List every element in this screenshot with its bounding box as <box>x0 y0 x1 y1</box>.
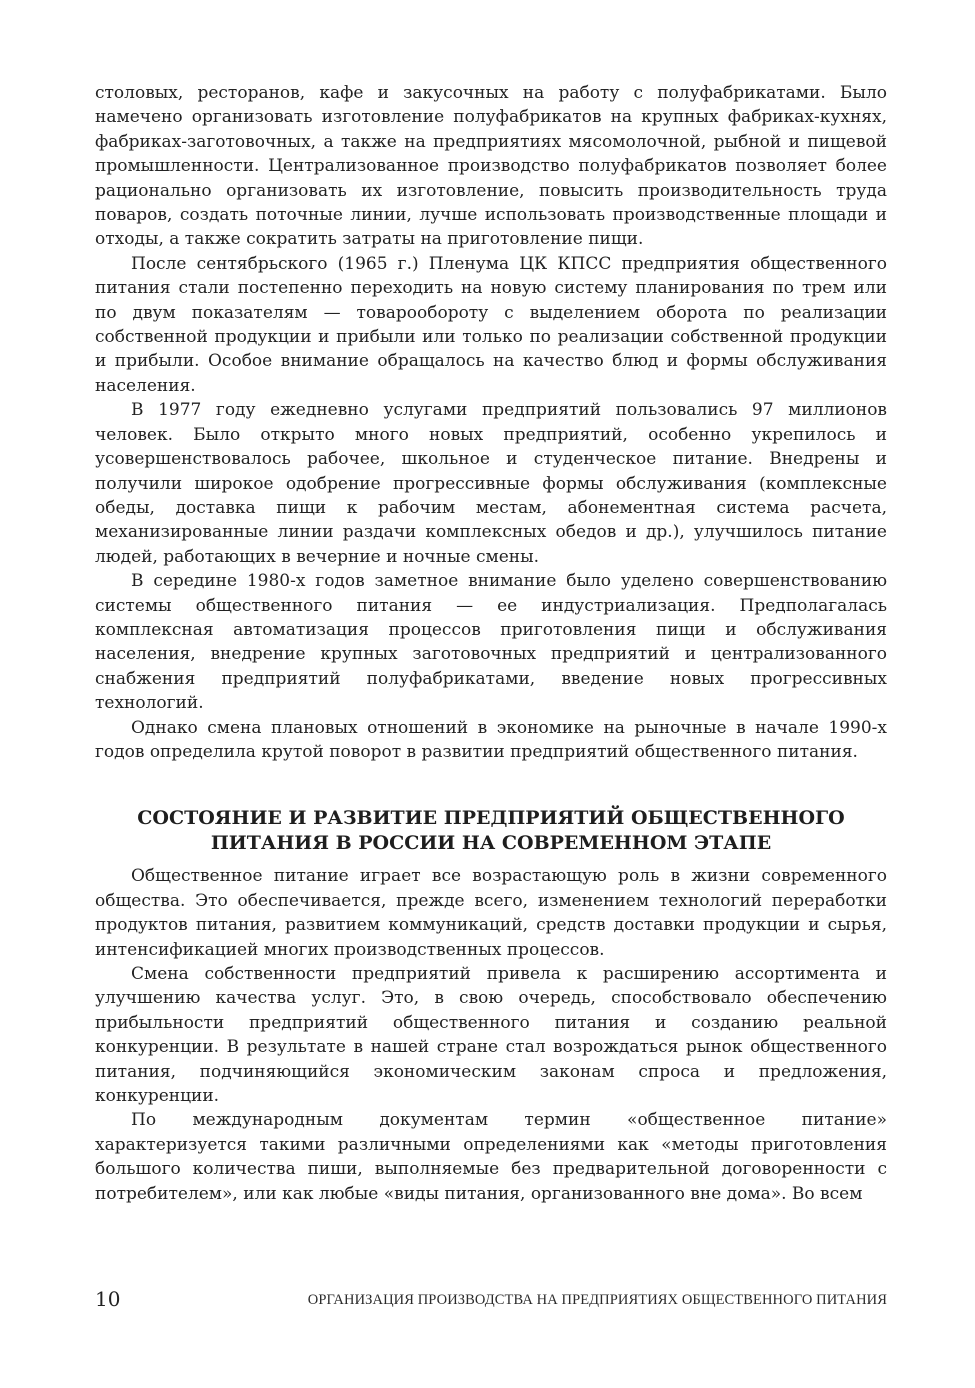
paragraph-continuation: столовых, ресторанов, кафе и закусочных на работу с полуфабрикатами. Было намечено организовать изготовление полуфабрикатов на крупных фабриках-кухнях, фабриках-заготовочных, а также на предприятиях мясомолочной, рыбной и пищевой промышленности. Централизованное производство полуфабрикатов позволяет более рационально организовать их изготовление, повысить производительность труда поваров, создать поточные линии, лучше использовать производственные площади и отходы, а также сократить затраты на приготовление пищи. <box>95 83 887 250</box>
section-heading <box>95 806 887 856</box>
running-title: ОРГАНИЗАЦИЯ ПРОИЗВОДСТВА НА ПРЕДПРИЯТИЯХ ОБЩЕСТВЕННОГО ПИТАНИЯ <box>307 1292 887 1308</box>
section-heading-line-1: СОСТОЯНИЕ И РАЗВИТИЕ ПРЕДПРИЯТИЙ ОБЩЕСТВЕННОГО <box>137 807 845 830</box>
paragraph-international: По международным документам термин «общественное питание» характеризуется такими различными определениями как «методы приготовления большого количества пиши, выполняемые без предварительной договоренности с потребителем», или как любые «виды питания, организованного вне дома». Во всем <box>95 1110 887 1204</box>
paragraph-1977: В 1977 году ежедневно услугами предприятий пользовались 97 миллионов человек. Было открыто много новых предприятий, особенно укрепилось и усовершенствовалось рабочее, школьное и студенческое питание. Внедрены и получили широкое одобрение прогрессивные формы обслуживания (комплексные обеды, доставка пищи к рабочим местам, абонементная система расчета, механизированные линии раздачи комплексных обедов и др.), улучшилось питание людей, работающих в вечерние и ночные смены. <box>95 400 887 567</box>
paragraph-planning-1965: После сентябрьского (1965 г.) Пленума ЦК КПСС предприятия общественного питания стали постепенно переходить на новую систему планирования по трем или по двум показателям — товарообороту с выделением оборота по реализации собственной продукции и прибыли или только по реализации собственной продукции и прибыли. Особое внимание обращалось на качество блюд и формы обслуживания населения. <box>95 253 887 396</box>
paragraph-role: Общественное питание играет все возрастающую роль в жизни современного общества. Это обеспечивается, прежде всего, изменением технологий переработки продуктов питания, развитием коммуникаций, средств доставки продукции и сырья, интенсификацией многих производственных процессов. <box>95 866 887 960</box>
paragraph-ownership: Смена собственности предприятий привела к расширению ассортимента и улучшению качества услуг. Это, в свою очередь, способствовало обеспечению прибыльности предприятий общественного питания и созданию реальной конкуренции. В результате в нашей стране стал возрождаться рынок общественного питания, подчиняющийся экономическим законам спроса и предложения, конкуренции. <box>95 964 887 1107</box>
paragraph-1990s: Однако смена плановых отношений в экономике на рыночные в начале 1990-х годов определила крутой поворот в развитии предприятий общественного питания. <box>95 717 887 762</box>
page-number: 10 <box>95 1287 121 1311</box>
section-heading-line-2: ПИТАНИЯ В РОССИИ НА СОВРЕМЕННОМ ЭТАПЕ <box>210 832 772 855</box>
page-footer <box>95 1286 887 1312</box>
page-body <box>95 81 887 1206</box>
paragraph-1980s: В середине 1980-х годов заметное внимание было уделено совершенствованию системы общественного питания — ее индустриализация. Предполагалась комплексная автоматизация процессов приготовления пищи и обслуживания населения, внедрение крупных заготовочных предприятий и централизованного снабжения предприятий полуфабрикатами, введение новых прогрессивных технологий. <box>95 571 887 714</box>
